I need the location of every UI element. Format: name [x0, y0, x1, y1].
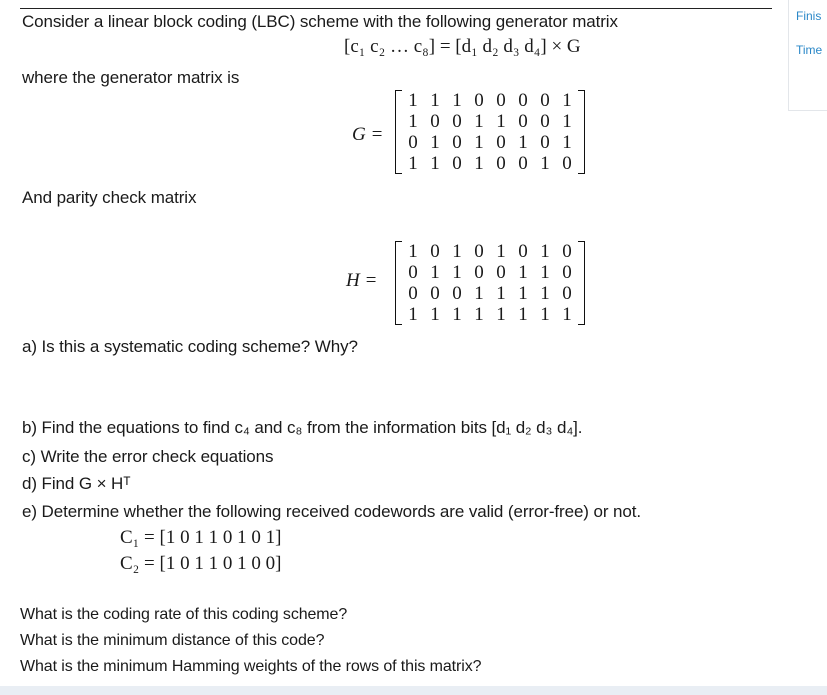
generator-matrix-cell: 0	[430, 110, 440, 132]
generator-matrix-cell: 0	[518, 152, 528, 174]
parity-matrix-cell: 1	[474, 303, 484, 325]
parity-matrix-cell: 1	[430, 261, 440, 283]
parity-matrix-cell: 0	[474, 261, 484, 283]
generator-matrix-cell: 0	[540, 110, 550, 132]
parity-matrix-cell: 0	[496, 261, 506, 283]
parity-matrix-cell: 1	[452, 261, 462, 283]
h-matrix-label: H =	[346, 270, 378, 291]
parity-matrix-cell: 0	[408, 261, 418, 283]
time-label: Time	[796, 43, 823, 57]
generator-matrix-cell: 0	[496, 89, 506, 111]
parity-matrix-row	[396, 304, 584, 325]
generator-matrix-cell: 1	[474, 131, 484, 153]
parity-matrix-cell: 1	[540, 240, 550, 262]
generator-matrix-cell: 0	[518, 110, 528, 132]
parity-matrix-cell: 0	[474, 240, 484, 262]
question-e: e) Determine whether the following received codewords are valid (error-free) or not.	[22, 502, 641, 521]
generator-matrix-cell: 0	[452, 131, 462, 153]
parity-check-matrix	[395, 241, 585, 325]
min-distance-question: What is the minimum distance of this code?	[20, 632, 325, 649]
generator-matrix-cell: 1	[474, 152, 484, 174]
parity-matrix-cell: 1	[408, 303, 418, 325]
generator-matrix-cell: 1	[518, 131, 528, 153]
parity-matrix-cell: 1	[496, 282, 506, 304]
generator-matrix	[395, 90, 585, 174]
generator-matrix-row	[396, 132, 584, 153]
parity-matrix-cell: 0	[562, 240, 572, 262]
parity-matrix-cell: 1	[540, 303, 550, 325]
generator-matrix-cell: 1	[430, 131, 440, 153]
generator-matrix-cell: 0	[496, 131, 506, 153]
question-a: a) Is this a systematic coding scheme? Why?	[22, 337, 358, 356]
parity-matrix-cell: 1	[430, 303, 440, 325]
generator-matrix-cell: 1	[408, 110, 418, 132]
codeword-c1: C₁ = [1 0 1 1 0 1 0 1]	[120, 527, 282, 548]
parity-matrix-cell: 1	[496, 240, 506, 262]
question-c: c) Write the error check equations	[22, 447, 274, 466]
g-matrix-label: G =	[352, 124, 384, 145]
parity-matrix-cell: 0	[562, 282, 572, 304]
generator-matrix-cell: 0	[540, 131, 550, 153]
parity-matrix-cell: 1	[540, 261, 550, 283]
generator-matrix-cell: 1	[408, 152, 418, 174]
hamming-weight-question: What is the minimum Hamming weights of the rows of this matrix?	[20, 658, 482, 675]
generator-matrix-cell: 1	[430, 152, 440, 174]
parity-matrix-row	[396, 262, 584, 283]
generator-matrix-cell: 1	[496, 110, 506, 132]
question-b: b) Find the equations to find c₄ and c₈ from the information bits [d₁ d₂ d₃ d₄].	[22, 418, 583, 437]
generator-matrix-cell: 0	[408, 131, 418, 153]
parity-matrix-cell: 1	[474, 282, 484, 304]
codeword-equation: [c₁ c₂ … c₈] = [d₁ d₂ d₃ d₄] × G	[344, 36, 581, 57]
parity-matrix-cell: 1	[540, 282, 550, 304]
generator-matrix-cell: 1	[408, 89, 418, 111]
parity-matrix-cell: 1	[452, 303, 462, 325]
intro-text: Consider a linear block coding (LBC) scheme with the following generator matrix	[22, 12, 618, 31]
parity-matrix-cell: 1	[518, 303, 528, 325]
generator-matrix-cell: 1	[430, 89, 440, 111]
parity-matrix-cell: 0	[518, 240, 528, 262]
generator-matrix-row	[396, 153, 584, 174]
generator-matrix-row	[396, 111, 584, 132]
generator-matrix-cell: 0	[452, 152, 462, 174]
generator-matrix-cell: 1	[452, 89, 462, 111]
parity-matrix-cell: 0	[408, 282, 418, 304]
codeword-c2: C₂ = [1 0 1 1 0 1 0 0]	[120, 553, 282, 574]
generator-matrix-cell: 0	[496, 152, 506, 174]
generator-intro: where the generator matrix is	[22, 68, 240, 87]
parity-matrix-cell: 0	[452, 282, 462, 304]
parity-matrix-cell: 1	[518, 282, 528, 304]
sidebar-panel	[788, 0, 827, 111]
parity-matrix-cell: 0	[562, 261, 572, 283]
generator-matrix-cell: 1	[562, 131, 572, 153]
bottom-scroll-strip	[0, 686, 827, 695]
parity-matrix-cell: 1	[408, 240, 418, 262]
parity-matrix-row	[396, 283, 584, 304]
parity-matrix-row	[396, 241, 584, 262]
generator-matrix-cell: 0	[518, 89, 528, 111]
parity-matrix-cell: 1	[562, 303, 572, 325]
parity-matrix-cell: 0	[430, 240, 440, 262]
parity-matrix-cell: 1	[518, 261, 528, 283]
parity-intro: And parity check matrix	[22, 188, 197, 207]
parity-matrix-cell: 0	[430, 282, 440, 304]
generator-matrix-cell: 1	[562, 89, 572, 111]
generator-matrix-cell: 1	[474, 110, 484, 132]
generator-matrix-cell: 0	[562, 152, 572, 174]
generator-matrix-row	[396, 90, 584, 111]
question-d: d) Find G × Hᵀ	[22, 474, 131, 493]
generator-matrix-cell: 0	[452, 110, 462, 132]
generator-matrix-cell: 1	[562, 110, 572, 132]
generator-matrix-cell: 0	[474, 89, 484, 111]
generator-matrix-cell: 0	[540, 89, 550, 111]
parity-matrix-cell: 1	[452, 240, 462, 262]
generator-matrix-cell: 1	[540, 152, 550, 174]
coding-rate-question: What is the coding rate of this coding scheme?	[20, 606, 348, 623]
finish-link[interactable]: Finis	[796, 9, 822, 23]
top-rule	[20, 8, 772, 9]
parity-matrix-cell: 1	[496, 303, 506, 325]
